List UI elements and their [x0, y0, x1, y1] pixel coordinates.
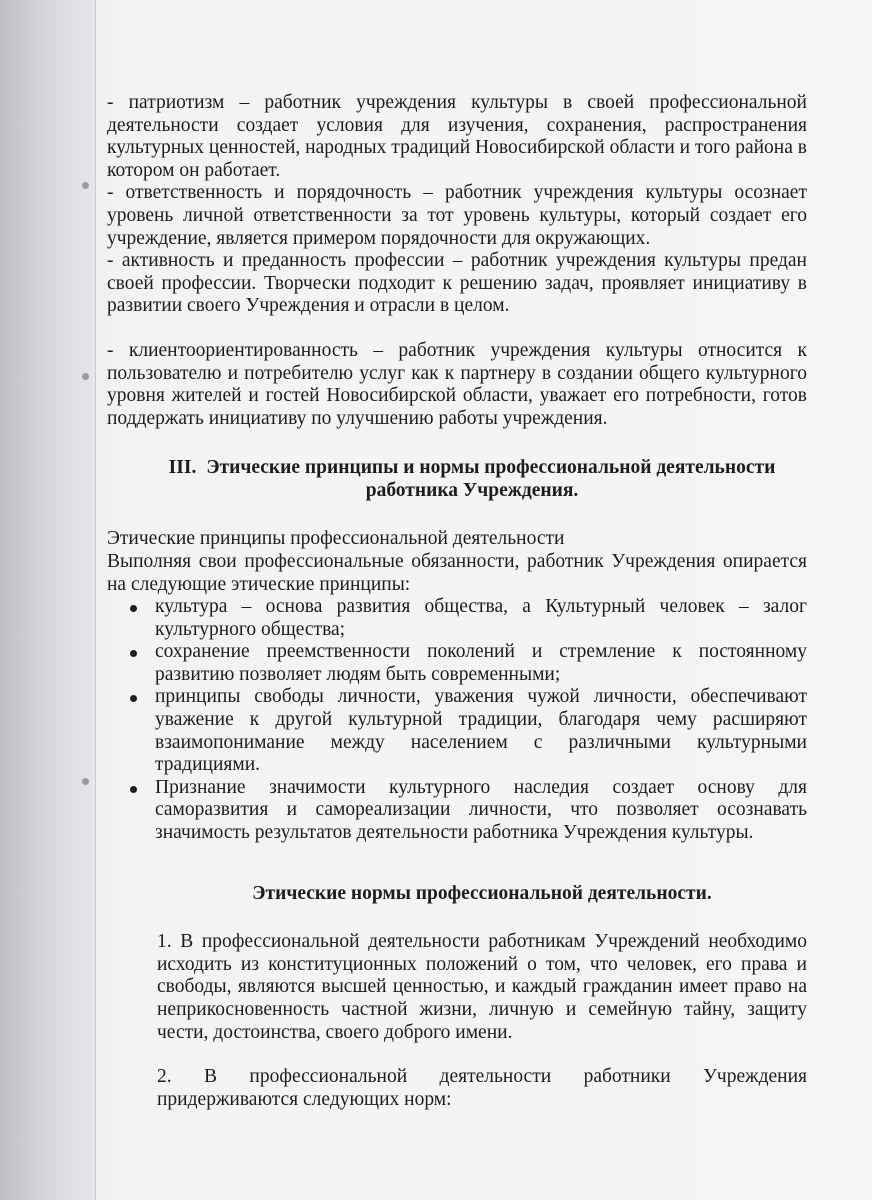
list-item: Признание значимости культурного наследия создает основу для саморазвития и самореализации личности, что позволяет осознавать значимость результатов деятельности работника Учреждения культуры.	[155, 776, 807, 844]
paragraph-patriotism: - патриотизм – работник учреждения культуры в своей профессиональной деятельности создает условия для изучения, сохранения, распространения культурных ценностей, народных традиций Новосибирской области и того района в котором он работает.	[107, 92, 807, 181]
paragraph-client-orientation: - клиентоориентированность – работник учреждения культуры относится к пользователю и потребителю услуг как к партнеру в создании общего культурного уровня жителей и гостей Новосибирской области, уважает его потребности, готов поддержать инициативу по улучшению работы учреждения.	[107, 339, 807, 429]
principles-list	[107, 596, 807, 845]
list-item: сохранение преемственности поколений и стремление к постоянному развитию позволяет людям быть современными;	[155, 641, 807, 685]
principles-heading: Этические принципы профессиональной деятельности	[107, 528, 565, 550]
previous-page-edge	[0, 0, 96, 1200]
document-body	[107, 92, 807, 1111]
norm-item-2: 2. В профессиональной деятельности работники Учреждения придерживаются следующих норм:	[157, 1066, 807, 1110]
section-number: III.	[168, 457, 197, 479]
punch-hole	[82, 373, 89, 380]
norms-heading: Этические нормы профессиональной деятельности.	[252, 882, 712, 904]
section-heading	[107, 456, 807, 502]
punch-hole	[82, 778, 89, 785]
list-item: культура – основа развития общества, а Культурный человек – залог культурного общества;	[155, 596, 807, 640]
principles-intro: Выполняя свои профессиональные обязанности, работник Учреждения опирается на следующие этические принципы:	[107, 550, 807, 595]
list-item: принципы свободы личности, уважения чужой личности, обеспечивают уважение к другой культурной традиции, благодаря чему расширяют взаимопонимание между населением с различными культурными традициями.	[155, 686, 807, 776]
section-title-line1: Этические принципы и нормы профессиональной деятельности	[206, 457, 776, 479]
paragraph-responsibility: - ответственность и порядочность – работник учреждения культуры осознает уровень личной ответственности за тот уровень культуры, который создает его учреждение, является примером порядочности для окружающих.	[107, 182, 807, 249]
norm-item-1: 1. В профессиональной деятельности работникам Учреждений необходимо исходить из конституционных положений о том, что человек, его права и свободы, являются высшей ценностью, и каждый гражданин имеет право на неприкосновенность частной жизни, личную и семейную тайну, защиту чести, достоинства, своего доброго имени.	[157, 931, 807, 1043]
punch-hole	[82, 182, 89, 189]
paragraph-activity: - активность и преданность профессии – работник учреждения культуры предан своей профессии. Творчески подходит к решению задач, проявляет инициативу в развитии своего Учреждения и отрасли в целом.	[107, 250, 807, 317]
section-title-line2: работника Учреждения.	[365, 480, 579, 502]
